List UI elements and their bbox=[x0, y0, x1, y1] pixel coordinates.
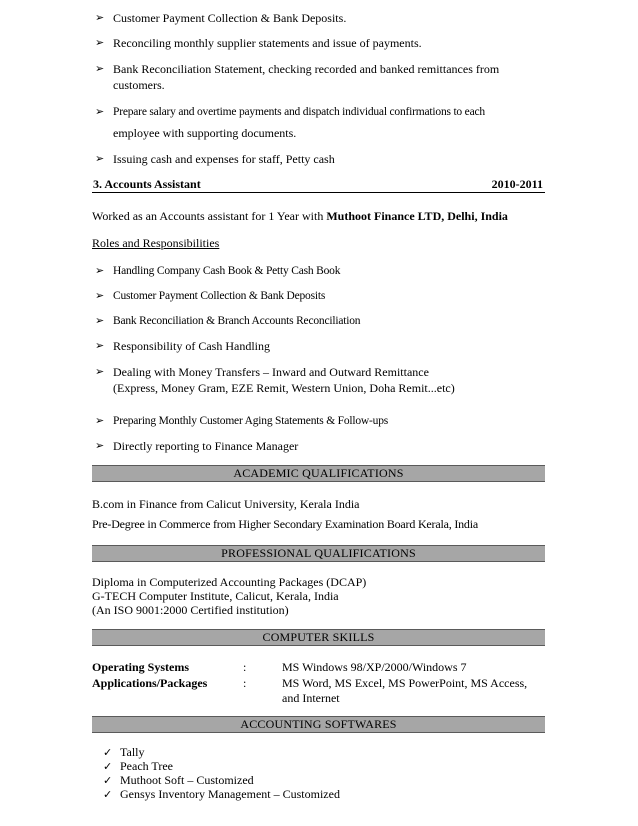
arrowhead-bullet-icon: ➢ bbox=[95, 289, 105, 302]
arrowhead-bullet-icon: ➢ bbox=[95, 105, 105, 118]
job-period: 2010-2011 bbox=[491, 177, 543, 191]
skill-label: Operating Systems bbox=[92, 660, 189, 674]
arrowhead-bullet-icon: ➢ bbox=[95, 264, 105, 277]
academic-line: B.com in Finance from Calicut University, Kerala India bbox=[92, 497, 360, 511]
section-heading-academic: ACADEMIC QUALIFICATIONS bbox=[92, 465, 545, 482]
checkmark-icon: ✓ bbox=[103, 760, 113, 773]
academic-line: Pre-Degree in Commerce from Higher Secondary Examination Board Kerala, India bbox=[92, 517, 478, 531]
skill-value: and Internet bbox=[282, 691, 340, 705]
roles-heading: Roles and Responsibilities bbox=[92, 236, 220, 250]
skill-value: MS Windows 98/XP/2000/Windows 7 bbox=[282, 660, 467, 674]
arrowhead-bullet-icon: ➢ bbox=[95, 365, 105, 378]
skill-separator: : bbox=[243, 660, 247, 674]
resume-page: ➢ Customer Payment Collection & Bank Deposits. ➢ Reconciling monthly supplier statements and issue of payments. ➢ Bank Reconciliation Statement, checking recorded and banked remittances from customers. ➢ Prepare salary and overtime payments and dispatch individual confirmations to each employee with supporting documents. ➢ Issuing cash and expenses for staff, Petty cash 3. Accounts Assistant 2010-2011 Worked as an Accounts assistant for 1 Year with Muthoot Finance LTD, Delhi, India Roles and Responsibilities ➢ Handling Company Cash Book & Petty Cash Book ➢ Customer Payment Collection & Bank Deposits ➢ Bank Reconciliation & Branch Accounts Reconciliation ➢ Responsibility of Cash Handling ➢ Dealing with Money Transfers – Inward and Outward Remittance (Express, Money Gram, EZE Remit, Western Union, Doha Remit...etc) ➢ Preparing Monthly Customer Aging Statements & Follow-ups ➢ Directly reporting to Finance Manager ACADEMIC QUALIFICATIONS B.com in Finance from Calicut University, Kerala India Pre-Degree in Commerce from Higher Secondary Examination Board Kerala, India PROFESSIONAL QUALIFICATIONS Diploma in Computerized Accounting Packages (DCAP) G-TECH Computer Institute, Calicut, Kerala, India (An ISO 9001:2000 Certified institution) COMPUTER SKILLS Operating Systems : MS Windows 98/XP/2000/Windows 7 Applications/Packages : MS Word, MS Excel, MS PowerPoint, MS Access, and Internet ACCOUNTING SOFTWARES ✓ Tally ✓ Peach Tree ✓ Muthoot Soft – Customized ✓ Gensys Inventory Management – Customized bbox=[92, 11, 543, 801]
job-summary: Worked as an Accounts assistant for 1 Year with Muthoot Finance LTD, Delhi, India bbox=[92, 209, 508, 223]
professional-line: (An ISO 9001:2000 Certified institution) bbox=[92, 603, 289, 617]
skill-separator: : bbox=[243, 676, 247, 690]
skill-label: Applications/Packages bbox=[92, 676, 208, 690]
arrowhead-bullet-icon: ➢ bbox=[95, 314, 105, 327]
job-title: 3. Accounts Assistant bbox=[93, 177, 201, 191]
checkmark-icon: ✓ bbox=[103, 774, 113, 787]
arrowhead-bullet-icon: ➢ bbox=[95, 439, 105, 452]
arrowhead-bullet-icon: ➢ bbox=[95, 414, 105, 427]
section-heading-professional: PROFESSIONAL QUALIFICATIONS bbox=[92, 545, 545, 562]
professional-line: G-TECH Computer Institute, Calicut, Kerala, India bbox=[92, 589, 339, 603]
section-heading-computer: COMPUTER SKILLS bbox=[92, 629, 545, 646]
professional-line: Diploma in Computerized Accounting Packages (DCAP) bbox=[92, 575, 367, 589]
skill-value: MS Word, MS Excel, MS PowerPoint, MS Access, bbox=[282, 676, 528, 690]
software-item: Muthoot Soft – Customized bbox=[120, 773, 254, 787]
arrowhead-bullet-icon: ➢ bbox=[95, 339, 105, 352]
job-header bbox=[92, 176, 545, 193]
software-item: Peach Tree bbox=[120, 759, 173, 773]
arrowhead-bullet-icon: ➢ bbox=[95, 36, 105, 49]
arrowhead-bullet-icon: ➢ bbox=[95, 152, 105, 165]
software-item: Tally bbox=[120, 745, 145, 759]
arrowhead-bullet-icon: ➢ bbox=[95, 62, 105, 75]
checkmark-icon: ✓ bbox=[103, 746, 113, 759]
arrowhead-bullet-icon: ➢ bbox=[95, 11, 105, 24]
checkmark-icon: ✓ bbox=[103, 788, 113, 801]
software-item: Gensys Inventory Management – Customized bbox=[120, 787, 340, 801]
section-heading-softwares: ACCOUNTING SOFTWARES bbox=[92, 716, 545, 733]
